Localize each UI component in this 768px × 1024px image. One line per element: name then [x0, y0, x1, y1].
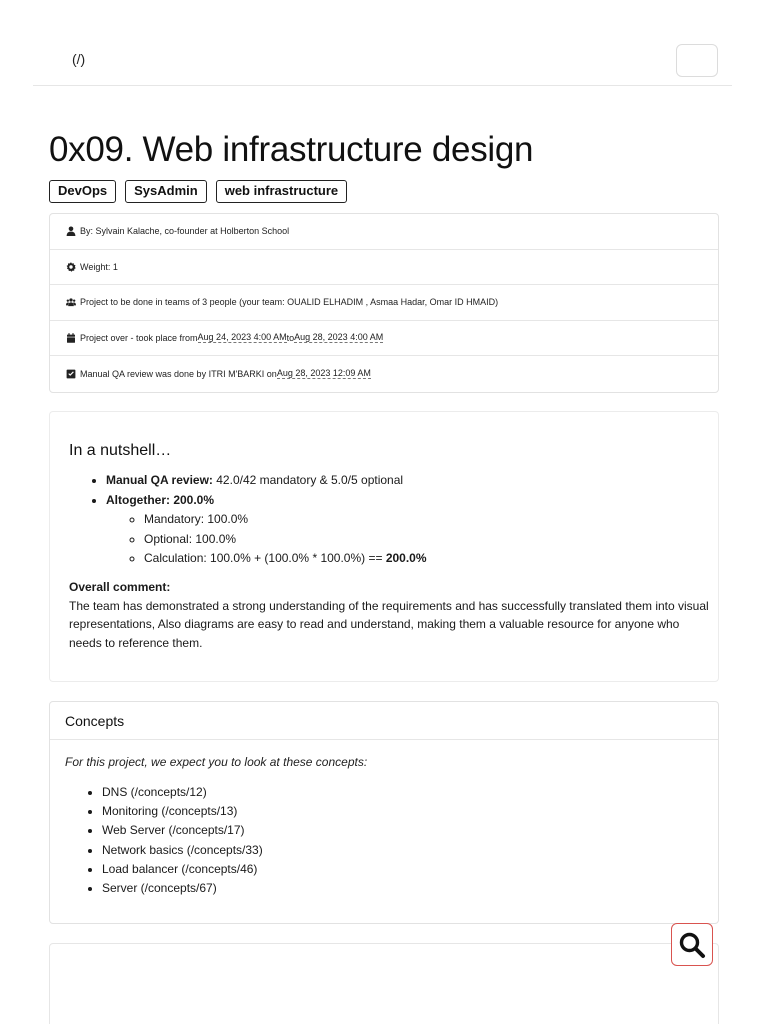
meta-weight [50, 250, 718, 286]
home-link[interactable]: (/) [72, 51, 86, 67]
timeline-mid: to [286, 332, 295, 343]
mandatory-score: ◦ Mandatory: 100.0% [144, 510, 427, 530]
calculation-item [144, 549, 427, 569]
qa-score-item [106, 471, 427, 491]
overall-comment-label: Overall comment: [69, 580, 171, 594]
search-button[interactable] [671, 923, 713, 966]
calendar-icon [65, 332, 76, 343]
concept-list [102, 783, 263, 898]
concept-link-network-basics[interactable]: • Network basics (/concepts/33) [102, 841, 263, 860]
gear-icon [65, 261, 76, 272]
meta-team-text: Project to be done in teams of 3 people (your team: OUALID ELHADIM , Asmaa Hadar, Omar ID HMAID) [80, 297, 499, 308]
meta-team [50, 285, 718, 321]
tag-list [49, 180, 347, 203]
qa-score-label: Manual QA review: [106, 473, 213, 487]
overall-comment [69, 578, 709, 652]
nutshell-heading: In a nutshell… [69, 442, 172, 459]
qa-score-value: 42.0/42 mandatory & 5.0/5 optional [212, 473, 404, 487]
altogether-item [106, 491, 427, 569]
next-section-panel [49, 943, 719, 1024]
user-icon [65, 226, 76, 237]
page-title: 0x09. Web infrastructure design [49, 130, 534, 169]
concept-link-load-balancer[interactable]: • Load balancer (/concepts/46) [102, 860, 263, 879]
search-icon [677, 930, 707, 960]
timeline-prefix: Project over - took place from [80, 332, 198, 343]
project-meta-panel [49, 213, 719, 393]
nutshell-panel [49, 411, 719, 682]
qa-prefix: Manual QA review was done by ITRI M'BARKI on [80, 368, 277, 379]
meta-timeline [50, 321, 718, 357]
concept-link-server[interactable]: • Server (/concepts/67) [102, 879, 263, 898]
nutshell-list [106, 471, 427, 569]
timeline-end: Aug 28, 2023 4:00 AM [294, 332, 384, 343]
tag-sysadmin: SysAdmin [125, 180, 207, 203]
meta-qa [50, 356, 718, 392]
concept-link-monitoring[interactable]: • Monitoring (/concepts/13) [102, 802, 263, 821]
timeline-start: Aug 24, 2023 4:00 AM [197, 332, 287, 343]
altogether-label: Altogether: 200.0% [106, 492, 215, 507]
tag-web-infrastructure: web infrastructure [216, 180, 347, 203]
meta-author-text: By: Sylvain Kalache, co-founder at Holberton School [80, 226, 290, 237]
top-navbar [33, 0, 732, 86]
score-breakdown-list [106, 510, 427, 569]
concept-link-dns[interactable]: • DNS (/concepts/12) [102, 783, 263, 802]
nav-toggle-button[interactable] [676, 44, 718, 77]
tag-devops: DevOps [49, 180, 116, 203]
concepts-heading: Concepts [50, 702, 718, 740]
calculation-result: 200.0% [385, 551, 427, 565]
concepts-panel [49, 701, 719, 924]
overall-comment-text: The team has demonstrated a strong understanding of the requirements and has successfully translated them into visual representations, Also diagrams are easy to read and understand, making them a valuable resource for anyone who needs to reference them. [69, 598, 709, 650]
meta-weight-text: Weight: 1 [80, 261, 118, 272]
concept-link-web-server[interactable]: • Web Server (/concepts/17) [102, 821, 263, 840]
optional-score: ◦ Optional: 100.0% [144, 530, 427, 550]
meta-author [50, 214, 718, 250]
check-square-icon [65, 368, 76, 379]
qa-date: Aug 28, 2023 12:09 AM [276, 368, 371, 379]
concepts-intro: For this project, we expect you to look at these concepts: [65, 755, 368, 769]
users-icon [65, 297, 76, 308]
calculation-prefix: Calculation: 100.0% + (100.0% * 100.0%) == [144, 551, 386, 565]
